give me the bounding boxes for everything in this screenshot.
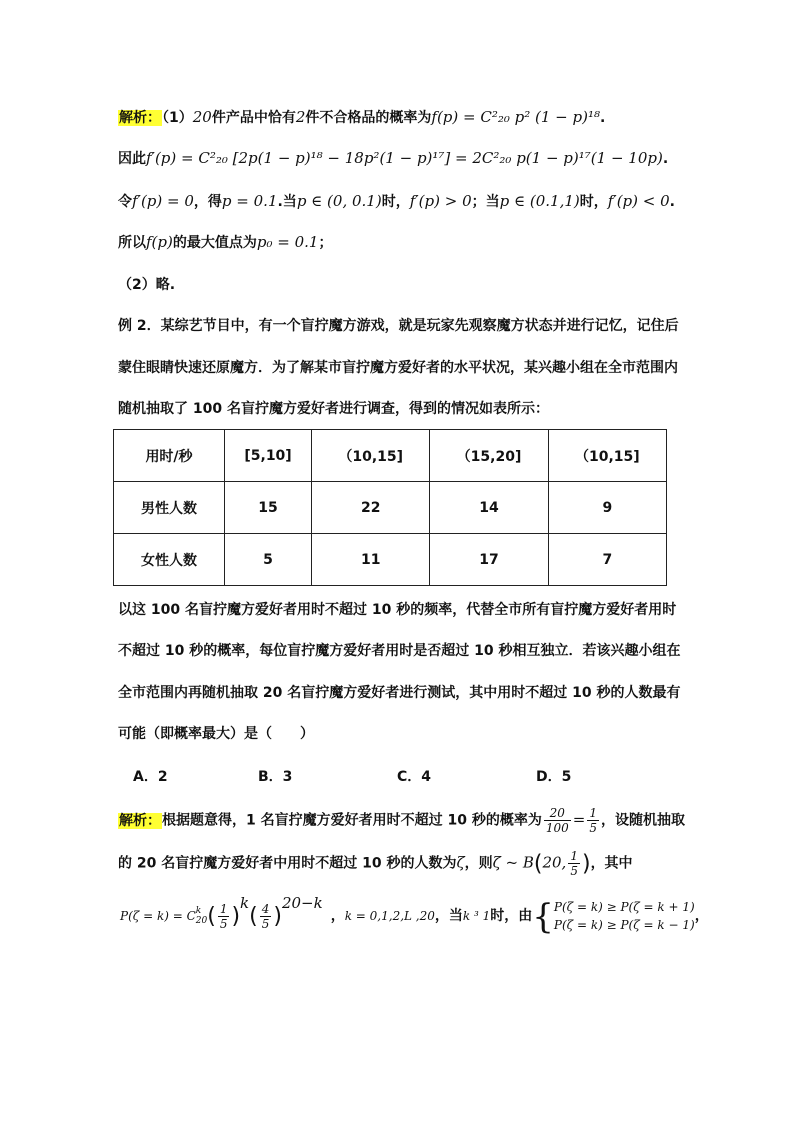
numerator: 4 xyxy=(261,901,270,916)
formula: p₀ = 0.1 xyxy=(256,233,319,251)
text: 所以 xyxy=(118,235,146,251)
text: . xyxy=(662,151,669,167)
text: 件不合格品的概率为 xyxy=(305,110,432,126)
text: ，当 xyxy=(434,908,463,924)
exponent: 20−k xyxy=(281,894,323,912)
formula: f(p) xyxy=(146,233,173,251)
text: 件产品中恰有 xyxy=(211,110,296,126)
numerator: 20 xyxy=(544,806,571,821)
fraction-1-5 xyxy=(587,806,599,835)
table-row xyxy=(114,482,667,534)
solution-line-1 xyxy=(118,806,685,835)
text: 根据题意得，1 名盲拧魔方爱好者用时不超过 10 秒的概率为 xyxy=(162,812,542,829)
formula: p ∈ (0, 0.1) xyxy=(296,192,382,210)
table-cell: 女性人数 xyxy=(114,534,225,586)
formula-f-p: f(p) = C²₂₀ p² (1 − p)¹⁸ xyxy=(431,108,601,126)
table-header-row xyxy=(114,430,667,482)
text: 令 xyxy=(118,194,132,210)
example-line-1: 例 2．某综艺节目中，有一个盲拧魔方游戏，就是玩家先观察魔方状态并进行记忆，记住后 xyxy=(118,318,679,334)
table-cell: （15,20] xyxy=(430,430,548,482)
text: 的 20 名盲拧魔方爱好者中用时不超过 10 秒的人数为 xyxy=(118,855,457,872)
text: ； xyxy=(318,235,333,251)
question-line-4: 可能（即概率最大）是（ ） xyxy=(118,726,314,742)
example-line-2: 蒙住眼睛快速还原魔方．为了解某市盲拧魔方爱好者的水平状况，某兴趣小组在全市范围内 xyxy=(118,360,678,376)
fraction-4-5 xyxy=(260,902,272,931)
formula: P(ζ = k) = C xyxy=(120,909,196,923)
table-cell: 14 xyxy=(430,482,548,534)
exponent: k xyxy=(240,894,250,912)
math-n: 20 xyxy=(192,108,212,126)
numerator: 1 xyxy=(219,901,228,916)
formula: f′(p) < 0 xyxy=(607,192,670,210)
formula: f′(p) = 0 xyxy=(132,192,194,210)
option-c: C．4 xyxy=(397,769,432,785)
formula: p ∈ (0.1,1) xyxy=(499,192,580,210)
math-k: 2 xyxy=(295,108,306,126)
question-line-3: 全市范围内再随机抽取 20 名盲拧魔方爱好者进行测试，其中用时不超过 10 秒的人数最有 xyxy=(118,685,681,701)
table-cell: （10,15] xyxy=(548,430,666,482)
inequality: P(ζ = k) ≥ P(ζ = k + 1) xyxy=(553,900,695,914)
solution-line-2: 的 20 名盲拧魔方爱好者中用时不超过 10 秒的人数为ζ，则ζ ~ B(20, $\frac{1}{5}$ )，其中 xyxy=(118,849,633,878)
text: 的最大值点为 xyxy=(172,235,257,251)
formula: ζ xyxy=(456,853,465,872)
analysis-label: 解析： xyxy=(119,110,161,126)
text: 时，由 xyxy=(490,908,533,924)
text: .当 xyxy=(277,194,297,210)
fraction-20-100 xyxy=(544,806,571,835)
text: 时， xyxy=(381,194,410,210)
text: ， xyxy=(694,908,709,924)
inequality-system xyxy=(554,898,695,934)
table-cell: 22 xyxy=(312,482,430,534)
question-line-2: 不超过 10 秒的概率，每位盲拧魔方爱好者用时是否超过 10 秒相互独立．若该兴趣小组在 xyxy=(118,643,681,659)
formula: 20, xyxy=(542,853,567,872)
denominator: 100 xyxy=(545,821,569,835)
denominator: 5 xyxy=(261,916,270,931)
text: ；当 xyxy=(471,194,500,210)
option-d: D．5 xyxy=(536,769,572,785)
fraction-1-5 xyxy=(568,849,580,878)
text: ，设随机抽取 xyxy=(600,812,685,829)
text: ，得 xyxy=(193,194,222,210)
analysis-line-4 xyxy=(118,232,332,253)
analysis-line-2 xyxy=(118,148,668,169)
fraction-1-5 xyxy=(218,902,230,931)
timing-table xyxy=(113,429,667,586)
table-cell: 9 xyxy=(548,482,666,534)
option-a: A．2 xyxy=(133,769,168,785)
table-cell: [5,10] xyxy=(225,430,312,482)
example-line-3: 随机抽取了 100 名盲拧魔方爱好者进行调查，得到的情况如表所示： xyxy=(118,401,549,417)
table-cell: 5 xyxy=(225,534,312,586)
text: . xyxy=(600,110,606,126)
table-cell: 用时/秒 xyxy=(114,430,225,482)
solution-label: 解析： xyxy=(119,812,161,829)
numerator: 1 xyxy=(589,806,597,820)
table-cell: （10,15] xyxy=(312,430,430,482)
table-cell: 7 xyxy=(548,534,666,586)
text: . xyxy=(669,194,675,210)
formula: f′(p) > 0 xyxy=(409,192,472,210)
text: ， xyxy=(330,908,345,924)
denominator: 5 xyxy=(589,821,597,835)
text: ，其中 xyxy=(590,855,633,872)
analysis-line-3 xyxy=(118,191,675,212)
text: 时， xyxy=(579,194,608,210)
table-cell: 15 xyxy=(225,482,312,534)
text: 因此 xyxy=(118,151,146,167)
formula: p = 0.1 xyxy=(221,192,278,210)
table-row xyxy=(114,534,667,586)
denominator: 5 xyxy=(570,864,578,878)
formula: k ³ 1 xyxy=(462,909,491,923)
table-cell: 17 xyxy=(430,534,548,586)
analysis-line-1 xyxy=(118,107,605,128)
superscript: k xyxy=(195,906,202,916)
table-cell: 11 xyxy=(312,534,430,586)
denominator: 5 xyxy=(219,916,228,931)
part-label: （1） xyxy=(162,110,193,126)
text: ，则 xyxy=(464,855,493,872)
analysis-line-5: （2）略. xyxy=(118,277,176,293)
equals: = xyxy=(572,810,586,829)
solution-line-3: P(ζ = k) = C k 20 ( $\frac{1}{5}$ )$^k$( $\frac{4}{5}$ )$^{20-k}$，k = 0,1,2,L ,20，当k ³ 1时，由{ P(ζ = k) ≥ P(ζ = k + 1) P(ζ = k) ≥ P(ζ = k − 1) ， xyxy=(120,894,709,937)
question-line-1: 以这 100 名盲拧魔方爱好者用时不超过 10 秒的频率，代替全市所有盲拧魔方爱好者用时 xyxy=(118,602,677,618)
formula: k = 0,1,2,L ,20 xyxy=(344,909,435,923)
table-cell: 男性人数 xyxy=(114,482,225,534)
subscript: 20 xyxy=(195,916,208,926)
numerator: 1 xyxy=(570,849,578,863)
formula-derivative: f′(p) = C²₂₀ [2p(1 − p)¹⁸ − 18p²(1 − p)¹⁷] = 2C²₂₀ p(1 − p)¹⁷(1 − 10p) xyxy=(146,149,663,167)
inequality: P(ζ = k) ≥ P(ζ = k − 1) xyxy=(553,918,695,932)
formula: ζ ~ B xyxy=(492,853,534,872)
option-b: B．3 xyxy=(258,769,293,785)
